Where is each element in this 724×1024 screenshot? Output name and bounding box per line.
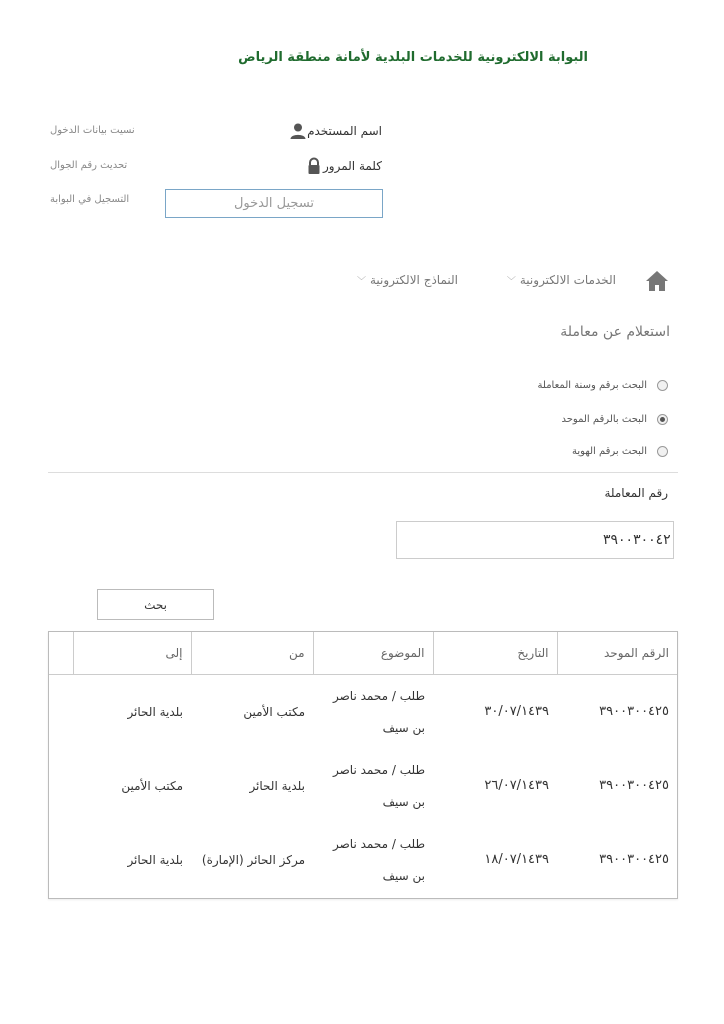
radio-option-number-year[interactable] [538,380,668,391]
home-icon[interactable] [644,268,670,294]
radio-option-id-number[interactable] [572,446,668,457]
radio-button-selected[interactable] [657,414,668,425]
nav-eservices-label: الخدمات الالكترونية [519,273,616,287]
register-link[interactable]: التسجيل في البوابة [50,194,130,205]
divider [48,472,678,473]
col-unified-number: الرقم الموحد [557,632,677,675]
transaction-number-label: رقم المعاملة [604,486,668,500]
transaction-number-input[interactable] [396,521,674,559]
cell-number: ٣٩٠٠٣٠٠٤٢٥ [599,852,669,867]
cell-date: ١٨/٠٧/١٤٣٩ [484,852,549,867]
inquiry-title: استعلام عن معاملة [560,324,670,340]
cell-subject: طلب / محمد ناصر بن سيف [332,763,425,809]
col-from: من [191,632,313,675]
portal-title: البوابة الالكترونية للخدمات البلدية لأمانة منطقة الرياض [238,50,588,65]
col-subject: الموضوع [313,632,433,675]
radio-label: البحث بالرقم الموحد [561,414,647,425]
chevron-down-icon: ﹀ [356,276,366,287]
username-label: اسم المستخدم [307,124,382,138]
radio-button[interactable] [657,446,668,457]
cell-to: بلدية الحائر [127,705,183,719]
radio-button[interactable] [657,380,668,391]
chevron-down-icon: ﹀ [506,276,516,287]
username-row[interactable] [281,119,382,143]
table-header-row [49,632,677,675]
user-icon [289,122,307,140]
login-button[interactable]: تسجيل الدخول [165,189,383,218]
cell-from: مركز الحائر (الإمارة) [201,853,305,867]
cell-from: بلدية الحائر [249,779,305,793]
cell-subject: طلب / محمد ناصر بن سيف [332,837,425,883]
table-row[interactable] [49,823,677,897]
cell-date: ٢٦/٠٧/١٤٣٩ [484,778,549,793]
forgot-login-link[interactable]: نسيت بيانات الدخول [50,125,135,136]
col-date: التاريخ [433,632,557,675]
cell-from: مكتب الأمين [243,705,305,719]
cell-subject: طلب / محمد ناصر بن سيف [332,689,425,735]
col-blank [49,632,73,675]
nav-eforms-label: النماذج الالكترونية [369,273,458,287]
nav-eforms[interactable] [357,273,458,287]
radio-option-unified-number[interactable] [561,414,668,425]
radio-label: البحث برقم الهوية [572,446,647,457]
table-row[interactable] [49,675,677,750]
radio-label: البحث برقم وسنة المعاملة [537,380,647,391]
cell-to: بلدية الحائر [127,853,183,867]
cell-number: ٣٩٠٠٣٠٠٤٢٥ [599,704,669,719]
cell-to: مكتب الأمين [121,779,183,793]
lock-icon [305,157,323,175]
nav-eservices[interactable] [507,273,616,287]
cell-date: ٣٠/٠٧/١٤٣٩ [484,704,549,719]
password-label: كلمة المرور [322,159,382,173]
password-row[interactable] [297,154,382,178]
cell-number: ٣٩٠٠٣٠٠٤٢٥ [599,778,669,793]
col-to: إلى [73,632,191,675]
search-button[interactable]: بحث [97,589,214,620]
table-row[interactable] [49,749,677,823]
results-table [48,631,678,899]
update-mobile-link[interactable]: تحديث رقم الجوال [50,160,128,171]
